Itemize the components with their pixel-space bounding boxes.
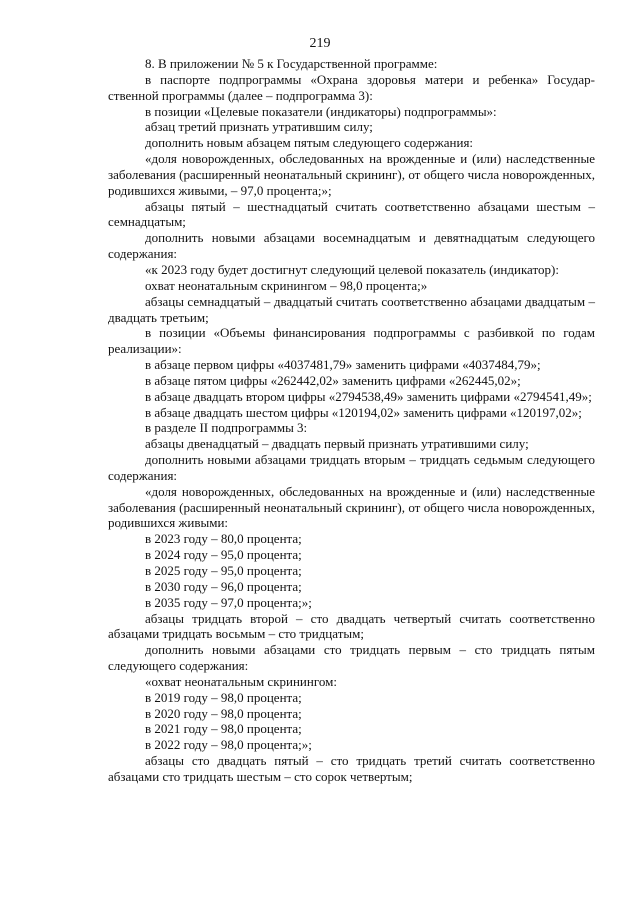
paragraph: абзацы пятый – шестнадцатый считать соответственно абзацами шестым – семнадцатым; — [108, 198, 595, 230]
paragraph: в 2020 году – 98,0 процента; — [145, 705, 302, 721]
paragraph: «охват неонатальным скринингом: — [145, 673, 337, 689]
paragraph: дополнить новым абзацем пятым следующего содержания: — [145, 135, 474, 151]
paragraph: в паспорте подпрограммы «Охрана здоровья матери и ребенка» Государственной программы (далее – подпрограмма 3): — [108, 71, 595, 103]
paragraph: в 2019 году – 98,0 процента; — [145, 689, 302, 705]
paragraph: «доля новорожденных, обследованных на врожденные и (или) наследственные заболевания (расширенный неонатальный скрининг), от общего числа новорожденных, родившихся живыми: — [108, 483, 595, 531]
paragraph: в абзаце первом цифры «4037481,79» заменить цифрами «4037484,79»; — [145, 357, 541, 373]
paragraph: в 2021 году – 98,0 процента; — [145, 721, 302, 737]
paragraph: дополнить новыми абзацами восемнадцатым и девятнадцатым следующего содержания: — [108, 230, 595, 262]
paragraph: в абзаце пятом цифры «262442,02» заменить цифрами «262445,02»; — [145, 372, 521, 388]
paragraph: в позиции «Объемы финансирования подпрограммы с разбивкой по годам реализации»: — [108, 325, 595, 357]
paragraph: в 2030 году – 96,0 процента; — [145, 578, 302, 594]
paragraph: «к 2023 году будет достигнут следующий целевой показатель (индикатор): — [145, 261, 559, 277]
paragraph: в разделе II подпрограммы 3: — [145, 420, 308, 436]
paragraph: абзацы двенадцатый – двадцать первый признать утратившими силу; — [145, 436, 529, 452]
paragraph: в 2023 году – 80,0 процента; — [145, 531, 302, 547]
paragraph: в 2025 году – 95,0 процента; — [145, 563, 302, 578]
paragraph: 8. В приложении № 5 к Государственной программе: — [145, 56, 438, 71]
paragraph: «доля новорожденных, обследованных на врожденные и (или) наследственные заболевания (расширенный неонатальный скрининг), от общего числа новорожденных, родившихся живыми, – 97,0 процента;»; — [108, 151, 595, 198]
page-number: 219 — [309, 36, 331, 51]
paragraph: в 2024 году – 95,0 процента; — [145, 547, 302, 563]
paragraph: абзац третий признать утратившим силу; — [145, 119, 373, 135]
paragraph: охват неонатальным скринингом – 98,0 процента;» — [145, 277, 428, 293]
paragraph: дополнить новыми абзацами тридцать вторым – тридцать седьмым следующего содержания: — [108, 452, 595, 483]
paragraph: в 2022 году – 98,0 процента;»; — [145, 737, 312, 753]
paragraph: в абзаце двадцать втором цифры «2794538,49» заменить цифрами «2794541,49»; — [145, 388, 592, 404]
paragraph: в 2035 году – 97,0 процента;»; — [145, 594, 312, 610]
document-body — [108, 56, 595, 785]
paragraph: абзацы сто двадцать пятый – сто тридцать третий считать соответственно абзацами сто тридцать шестым – сто сорок четвертым; — [108, 753, 595, 784]
paragraph: в позиции «Целевые показатели (индикаторы) подпрограммы»: — [145, 103, 497, 119]
paragraph: в абзаце двадцать шестом цифры «120194,02» заменить цифрами «120197,02»; — [145, 404, 582, 420]
paragraph: дополнить новыми абзацами сто тридцать первым – сто тридцать пятым следующего содержания: — [108, 642, 595, 674]
paragraph: абзацы семнадцатый – двадцатый считать соответственно абзацами двадцатым – двадцать третьим; — [108, 293, 595, 325]
paragraph: абзацы тридцать второй – сто двадцать четвертый считать соответственно абзацами тридцать восьмым – сто тридцатым; — [108, 610, 595, 642]
